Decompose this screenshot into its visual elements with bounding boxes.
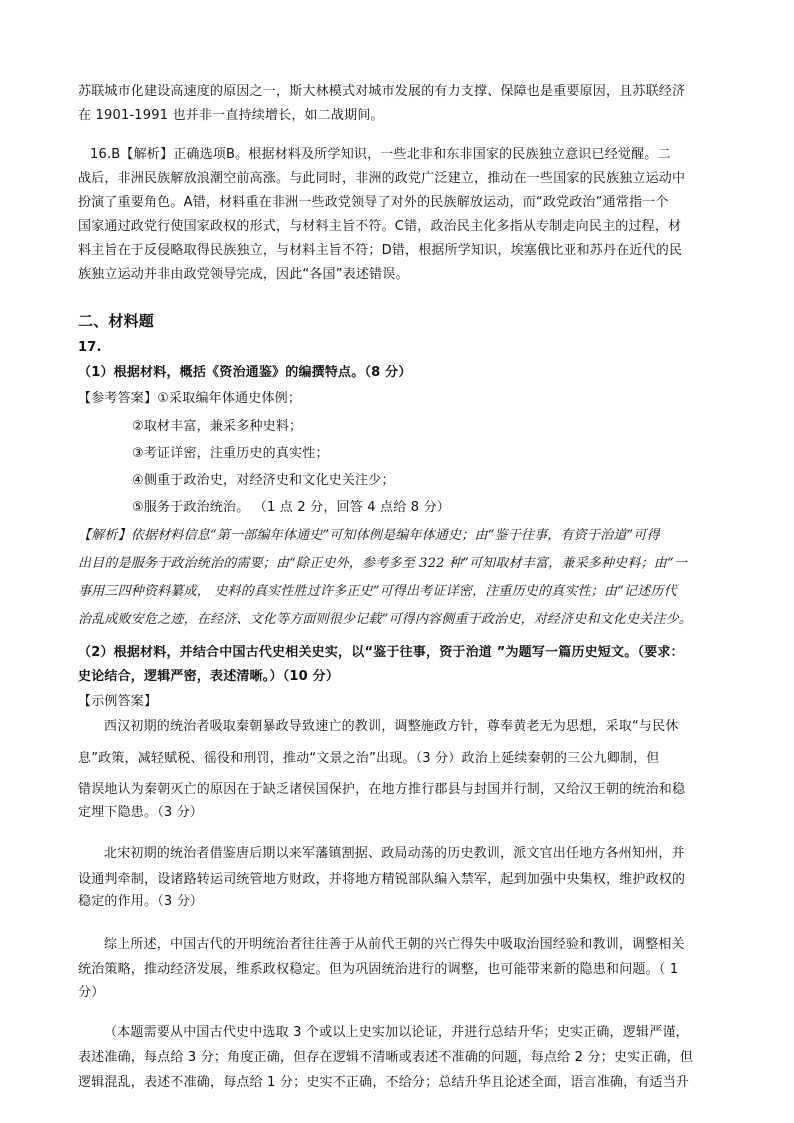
q17-part2-question-2: 史论结合，逻辑严密，表述清晰。）（10 分）	[78, 669, 340, 684]
q17-part2-note-line-1: （本题需要从中国古代史中选取 3 个或以上史实加以论证，并进行总结升华；史实正确，逻辑严谨，	[104, 1025, 689, 1040]
q17-part1-answer-1: 【参考答案】①采取编年体通史体例；	[78, 391, 302, 406]
q16-line-6: 族独立运动并非由政党领导完成，因此“各国”表述错误。	[78, 267, 409, 282]
q16-line-4: 国家通过政党行使国家政权的形式，与材料主旨不符。C错，政治民主化多指从专制走向民主的过程，材	[78, 219, 682, 234]
q17-number: 17.	[78, 340, 102, 355]
q17-part1-analysis-2: 出目的是服务于政治统治的需要；由“除正史外，参考多至 322 种”可知取材丰富，兼采多种史料；由“一	[78, 556, 688, 571]
q17-part1-answer-3: ③考证详密，注重历史的真实性；	[132, 446, 329, 461]
q17-part2-note-line-2: 表述准确，每点给 3 分；角度正确，但存在逻辑不清晰或表述不准确的问题，每点给 2 分；史实正确，但	[78, 1050, 694, 1065]
q17-part2-para1-line-2: 息”政策，减轻赋税、徭役和刑罚，推动“文景之治”出现。（3 分）政治上延续秦朝的三公九卿制，但	[78, 751, 660, 766]
q17-part1-analysis-1: 【解析】依据材料信息“第一部编年体通史”可知体例是编年体通史；由“鉴于往事，有资于治道”可得	[78, 528, 660, 543]
q17-part1-answer-5: ⑤服务于政治统治。 （1 点 2 分，回答 4 点给 8 分）	[132, 500, 450, 515]
q16-line-5: 料主旨在于反侵略取得民族独立，与材料主旨不符；D错，根据所学知识，埃塞俄比亚和苏丹在近代的民	[78, 243, 683, 258]
intro-line-2: 在 1901-1991 也并非一直持续增长，如二战期间。	[78, 108, 384, 123]
q17-part2-question-1: （2）根据材料，并结合中国古代史相关史实，以“鉴于往事，资于治道 ”为题写一篇历史短文。（要求：	[78, 645, 684, 660]
q17-part2-para1-line-4: 定埋下隐患。（3 分）	[78, 805, 204, 820]
q17-part2-label: 【示例答案】	[78, 694, 158, 709]
q17-part2-para3-line-2: 统治策略，推动经济发展，维系政权稳定。但为巩固统治进行的调整，也可能带来新的隐患和问题。（ 1	[78, 962, 679, 977]
q16-line-1: 16.B【解析】正确选项B。根据材料及所学知识，一些北非和东非国家的民族独立意识已经觉醒。二	[90, 147, 671, 162]
intro-line-1: 苏联城市化建设高速度的原因之一，斯大林模式对城市发展的有力支撑、保障也是重要原因，且苏联经济	[78, 84, 686, 99]
q17-part2-para1-line-1: 西汉初期的统治者吸取秦朝暴政导致速亡的教训，调整施政方针，尊奉黄老无为思想，采取“与民休	[104, 719, 679, 734]
q17-part1-question: （1）根据材料，概括《资治通鉴》的编撰特点。（8 分）	[78, 365, 412, 380]
q17-part2-para1-line-3: 错误地认为秦朝灭亡的原因在于缺乏诸侯国保护，在地方推行郡县与封国并行制，又给汉王朝的统治和稳	[78, 782, 686, 797]
q17-part1-analysis-4: 治乱成败安危之迹，在经济、文化等方面则很少记载”可得内容侧重于政治史，对经济史和文化史关注少。	[78, 612, 693, 627]
q17-part2-para2-line-2: 设通判牵制，设诸路转运司统管地方财政，并将地方精锐部队编入禁军，起到加强中央集权，维护政权的	[78, 872, 686, 887]
q17-part2-para3-line-1: 综上所述，中国古代的开明统治者往往善于从前代王朝的兴亡得失中吸取治国经验和教训，调整相关	[104, 937, 685, 952]
q17-part2-para2-line-3: 稳定的作用。（3 分）	[78, 894, 204, 909]
q17-part2-para3-line-3: 分）	[78, 985, 105, 1000]
q17-part1-analysis-3: 事用三四种资料纂成， 史料的真实性胜过许多正史”可得出考证详密，注重历史的真实性；由“记述历代	[78, 584, 677, 599]
q17-part2-para2-line-1: 北宋初期的统治者借鉴唐后期以来军藩镇割据、政局动荡的历史教训，派文官出任地方各州知州，并	[104, 846, 685, 861]
section-title: 二、材料题	[78, 313, 155, 329]
q17-part1-answer-2: ②取材丰富，兼采多种史料；	[132, 419, 303, 434]
q17-part1-answer-4: ④侧重于政治史，对经济史和文化史关注少；	[132, 473, 395, 488]
q16-line-3: 扮演了重要角色。A错，材料重在非洲一些政党领导了对外的民族解放运动，而“政党政治”通常指一个	[78, 195, 669, 210]
q17-part2-note-line-3: 逻辑混乱，表述不准确，每点给 1 分；史实不正确，不给分；总结升华且论述全面，语言准确，有适当升	[78, 1075, 690, 1090]
q16-line-2: 战后，非洲民族解放浪潮空前高涨。与此同时，非洲的政党广泛建立，推动在一些国家的民族独立运动中	[78, 171, 686, 186]
